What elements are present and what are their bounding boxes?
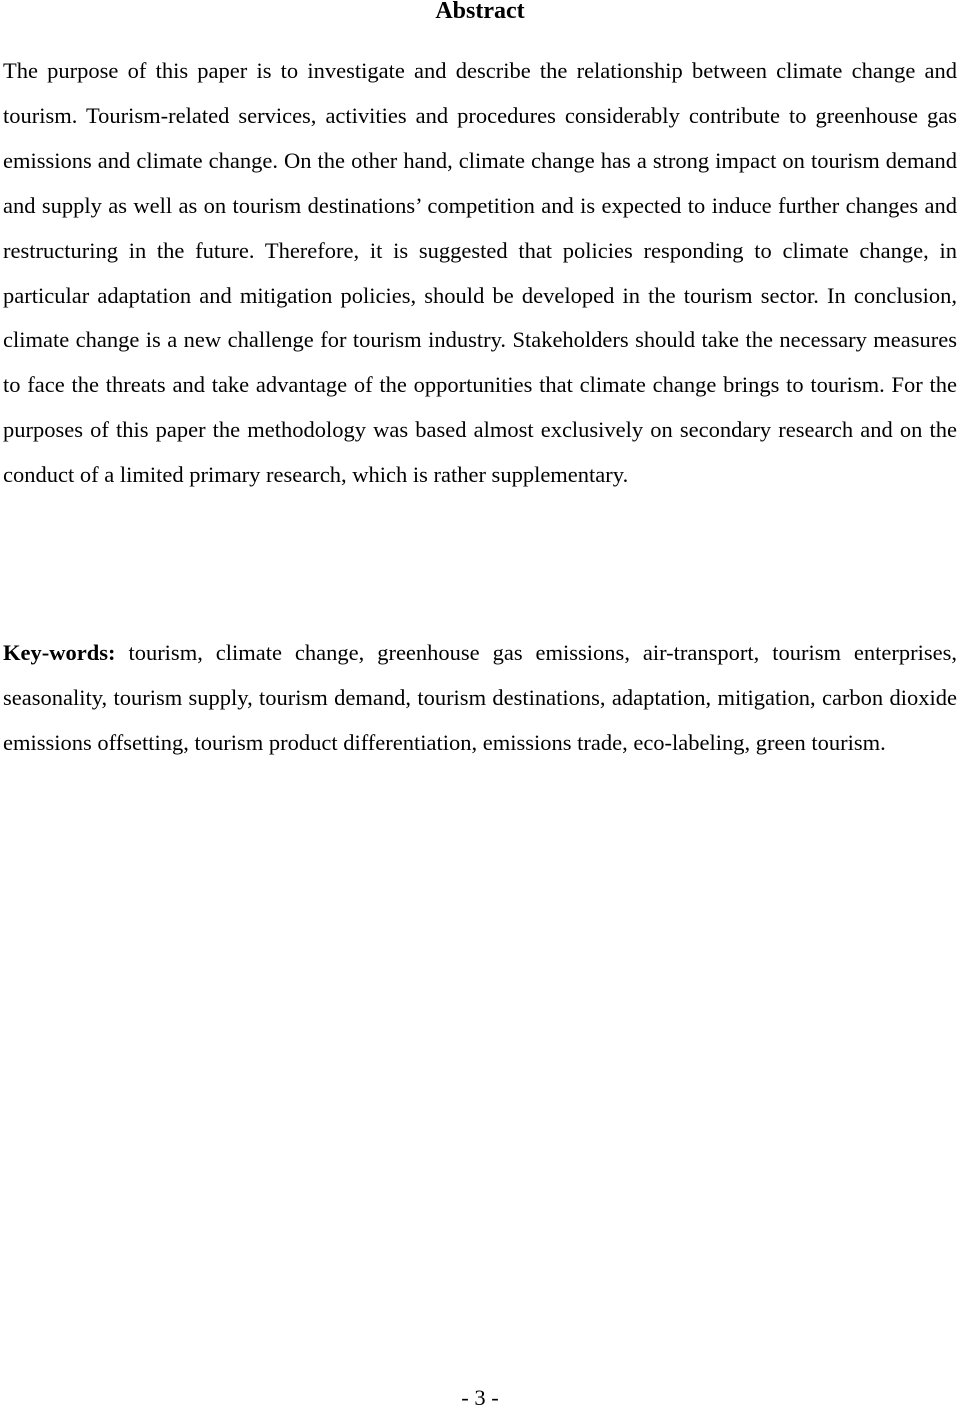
keywords-paragraph — [3, 631, 957, 766]
keywords-label: Key-words: — [3, 640, 116, 665]
page-number: - 3 - — [461, 1385, 499, 1410]
keywords-list: tourism, climate change, greenhouse gas emissions, air-transport, tourism enterprises, seasonality, tourism supply, tourism demand, tourism destinations, adaptation, mitigation, carbon dioxide emissions offsetting, tourism product differentiation, emissions trade, eco-labeling, green tourism. — [3, 640, 957, 755]
abstract-paragraph: The purpose of this paper is to investigate and describe the relationship between climate change and tourism. Tourism-related services, activities and procedures considerably contribute to greenhouse gas emissions and climate change. On the other hand, climate change has a strong impact on tourism demand and supply as well as on tourism destinations’ competition and is expected to induce further changes and restructuring in the future. Therefore, it is suggested that policies responding to climate change, in particular adaptation and mitigation policies, should be developed in the tourism sector. In conclusion, climate change is a new challenge for tourism industry. Stakeholders should take the necessary measures to face the threats and take advantage of the opportunities that climate change brings to tourism. For the purposes of this paper the methodology was based almost exclusively on secondary research and on the conduct of a limited primary research, which is rather supplementary. — [3, 58, 957, 488]
abstract-heading: Abstract — [435, 0, 525, 24]
